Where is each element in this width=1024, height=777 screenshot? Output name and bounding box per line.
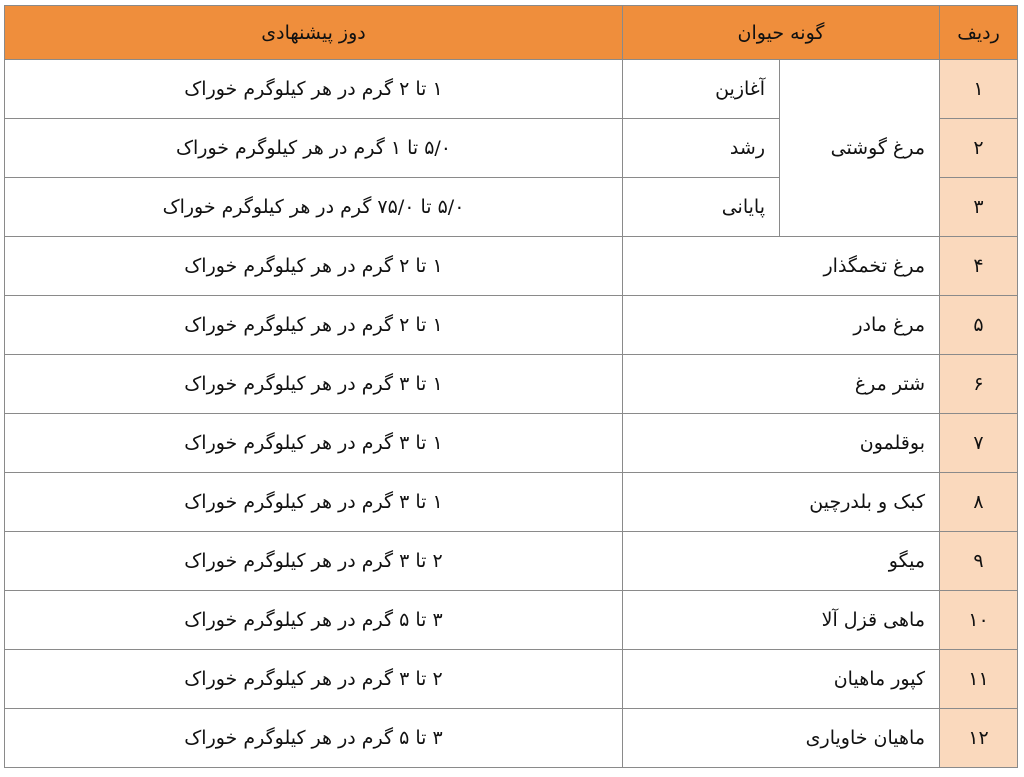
row-number: ۷ [940, 414, 1018, 473]
row-number: ۳ [940, 178, 1018, 237]
species-name: مرغ مادر [623, 296, 940, 355]
row-number: ۱ [940, 60, 1018, 119]
dosage-table-container [4, 5, 1017, 768]
table-row [5, 355, 1018, 414]
table-row [5, 60, 1018, 119]
row-number: ۵ [940, 296, 1018, 355]
table-row [5, 532, 1018, 591]
species-name: ماهیان خاویاری [623, 709, 940, 768]
dose-value: ۵/۰ تا ۱ گرم در هر کیلوگرم خوراک [5, 119, 623, 178]
species-name: کپور ماهیان [623, 650, 940, 709]
table-row [5, 473, 1018, 532]
dose-value: ۱ تا ۲ گرم در هر کیلوگرم خوراک [5, 60, 623, 119]
growth-stage: آغازین [623, 60, 780, 119]
species-name: ماهی قزل آلا [623, 591, 940, 650]
row-number: ۸ [940, 473, 1018, 532]
header-row-number: ردیف [940, 6, 1018, 60]
table-row [5, 237, 1018, 296]
header-row [5, 6, 1018, 60]
dose-value: ۲ تا ۳ گرم در هر کیلوگرم خوراک [5, 532, 623, 591]
dose-value: ۲ تا ۳ گرم در هر کیلوگرم خوراک [5, 650, 623, 709]
dosage-table [4, 5, 1018, 768]
species-name: مرغ گوشتی [780, 60, 940, 237]
growth-stage: رشد [623, 119, 780, 178]
growth-stage: پایانی [623, 178, 780, 237]
header-species: گونه حیوان [623, 6, 940, 60]
row-number: ۹ [940, 532, 1018, 591]
species-name: بوقلمون [623, 414, 940, 473]
row-number: ۱۲ [940, 709, 1018, 768]
dose-value: ۱ تا ۳ گرم در هر کیلوگرم خوراک [5, 473, 623, 532]
species-name: کبک و بلدرچین [623, 473, 940, 532]
dose-value: ۱ تا ۳ گرم در هر کیلوگرم خوراک [5, 414, 623, 473]
dose-value: ۵/۰ تا ۷۵/۰ گرم در هر کیلوگرم خوراک [5, 178, 623, 237]
row-number: ۶ [940, 355, 1018, 414]
row-number: ۲ [940, 119, 1018, 178]
row-number: ۱۰ [940, 591, 1018, 650]
row-number: ۱۱ [940, 650, 1018, 709]
dose-value: ۳ تا ۵ گرم در هر کیلوگرم خوراک [5, 591, 623, 650]
species-name: شتر مرغ [623, 355, 940, 414]
species-name: میگو [623, 532, 940, 591]
table-row [5, 709, 1018, 768]
table-row [5, 650, 1018, 709]
dose-value: ۱ تا ۲ گرم در هر کیلوگرم خوراک [5, 237, 623, 296]
table-row [5, 591, 1018, 650]
table-row [5, 296, 1018, 355]
dose-value: ۱ تا ۲ گرم در هر کیلوگرم خوراک [5, 296, 623, 355]
dose-value: ۳ تا ۵ گرم در هر کیلوگرم خوراک [5, 709, 623, 768]
row-number: ۴ [940, 237, 1018, 296]
species-name: مرغ تخمگذار [623, 237, 940, 296]
header-dose: دوز پیشنهادی [5, 6, 623, 60]
dose-value: ۱ تا ۳ گرم در هر کیلوگرم خوراک [5, 355, 623, 414]
table-row [5, 414, 1018, 473]
